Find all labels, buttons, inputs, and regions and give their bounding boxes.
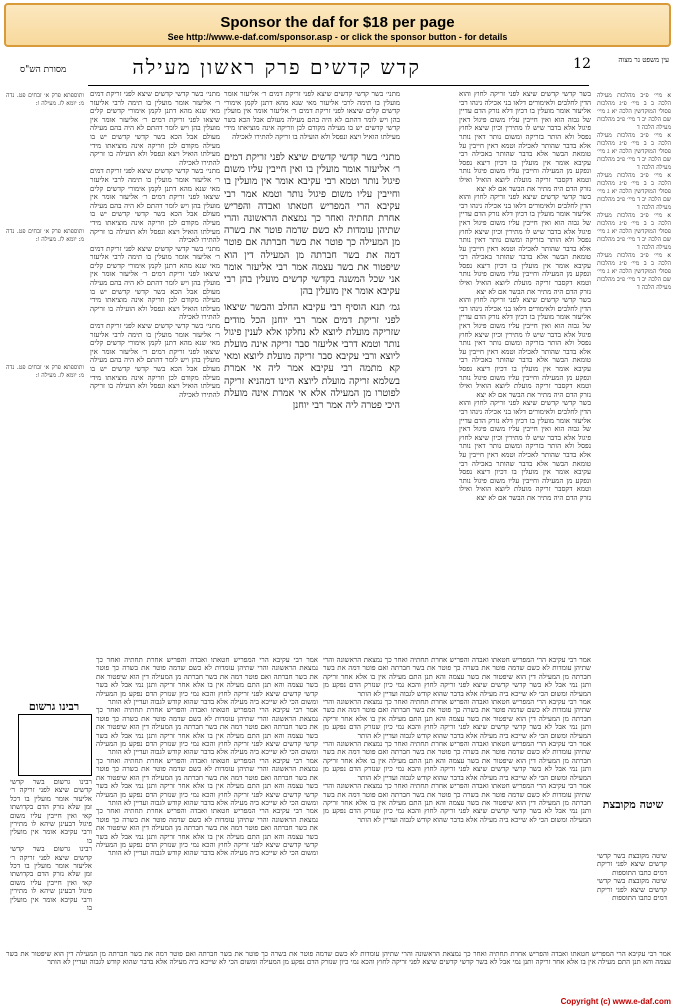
rashi-column: בשר קדשי קדשים שיצא לפני זריקה לחוץ והוא הדין לחלבים ולאימורים דלאו בני אכילה נינהו רבי אליעזר אומר מועלין בו דכיון דלא נזרק הדם עדיין של גבוה הוא ואין חייבין עליו משום פיגול דאין פיגול אלא בדבר שיש לו מתירין וכיון שיצא לחוץ נפסל ולא הותר בזריקה ומשום נותר דאין נותר אלא בדבר שהותר לאכילה וטמא דאין חייבין על טומאת הבשר אלא בדבר שהותר באכילה רבי עקיבא אומר אין מועלין בו דכיון דיצא נפסל ונפקע מן המעילה וחייבין עליו משום פיגול נותר וטמא דקסבר זריקה מועלת ליוצא הואיל ואילו נזרק הדם היה מתיר את הבשר אם לא יצא בשר קדשי קדשים שיצא לפני זריקה לחוץ והוא הדין לחלבים ולאימורים דלאו בני אכילה נינהו רבי אליעזר אומר מועלין בו דכיון דלא נזרק הדם עדיין של גבוה הוא ואין חייבין עליו משום פיגול דאין פיגול אלא בדבר שיש לו מתירין וכיון שיצא לחוץ נפסל ולא הותר בזריקה ומשום נותר דאין נותר אלא בדבר שהותר לאכילה וטמא דאין חייבין על טומאת הבשר אלא בדבר שהותר באכילה רבי עקיבא אומר אין מועלין בו דכיון דיצא נפסל ונפקע מן המעילה וחייבין עליו משום פיגול נותר וטמא דקסבר זריקה מועלת ליוצא הואיל ואילו נזרק הדם היה מתיר את הבשר אם לא יצא בשר קדשי קדשים שיצא לפני זריקה לחוץ והוא הדין לחלבים ולאימורים דלאו בני אכילה נינהו רבי אליעזר אומר מועלין בו דכיון דלא נזרק הדם עדיין של גבוה הוא ואין חייבין עליו משום פיגול דאין פיגול אלא בדבר שיש לו מתירין וכיון שיצא לחוץ נפסל ולא הותר בזריקה ומשום נותר דאין נותר אלא בדבר שהותר לאכילה וטמא דאין חייבין על טומאת הבשר אלא בדבר שהותר באכילה רבי עקיבא אומר אין מועלין בו דכיון דיצא נפסל ונפקע מן המעילה וחייבין עליו משום פיגול נותר וטמא דקסבר זריקה מועלת ליוצא הואיל ואילו נזרק הדם היה מתיר את הבשר אם לא יצא בשר קדשי קדשים שיצא לפני זריקה לחוץ והוא הדין לחלבים ולאימורים דלאו בני אכילה נינהו רבי אליעזר אומר מועלין בו דכיון דלא נזרק הדם עדיין של גבוה הוא ואין חייבין עליו משום פיגול דאין פיגול אלא בדבר שיש לו מתירין וכיון שיצא לחוץ נפסל ולא הותר בזריקה ומשום נותר דאין נותר אלא בדבר שהותר לאכילה וטמא דאין חייבין על טומאת הבשר אלא בדבר שהותר באכילה רבי עקיבא אומר אין מועלין בו דכיון דיצא נפסל ונפקע מן המעילה וחייבין עליו משום פיגול נותר וטמא דקסבר זריקה מועלת ליוצא הואיל ואילו נזרק הדם היה מתיר את הבשר אם לא יצא: [459, 90, 591, 502]
sponsor-subline[interactable]: See http://www.e-daf.com/sponsor.asp - or click the sponsor button - for details: [167, 32, 508, 42]
shita-mekubetzet-text: שיטה מקובצת בשר קדשי קדשים שיצא לפני זריקת דמים כתבו התוספות שיטה מקובצת בשר קדשי קדשים שיצא לפני זריקת דמים כתבו התוספות: [597, 852, 667, 903]
main-text: [224, 152, 400, 662]
rabbeinu-gershom-heading: רבינו גרשום: [28, 700, 80, 713]
talmud-page: [6, 52, 671, 996]
gemara-text: גמ׳ תנא הוסיף רבי עקיבא החלב והבשר שיצאו לפני זריקת דמים אמר רבי יוחנן הכל מודים שזריקה מועלת ליוצא לא נחלקו אלא לענין פיגול נותר וטמא דרבי אליעזר סבר זריקה אינה מועלת ליוצא ורבי עקיבא סבר זריקה מועלת ליוצא ומאי קא מתמה רבי עקיבא אמר ליה אי אמרת בשלמא זריקה מועלת ליוצא היינו דמהניא זריקה לפוטרו מן המעילה אלא אי אמרת אינה מועלת היכי פטרה ליה אמר רבי יוחנן: [224, 302, 400, 412]
rabbeinu-gershom-text: רבינו גרשום בשר קדשי קדשים שיצא לפני זריקה ר׳ אליעזר אומר מועלין בו דכל זמן שלא נזרק הדם בקדושתו קאי ואין חייבין עליו משום פיגול דבעינן שיהא לו מתירין ורבי עקיבא אומר אין מועלין בו רבינו גרשום בשר קדשי קדשים שיצא לפני זריקה ר׳ אליעזר אומר מועלין בו דכל זמן שלא נזרק הדם בקדושתו קאי ואין חייבין עליו משום פיגול דבעינן שיהא לו מתירין ורבי עקיבא אומר אין מועלין בו: [10, 778, 92, 913]
masoret-hashas-label: מסורת הש"ס: [20, 65, 67, 75]
page-header: [6, 52, 671, 86]
ein-mishpat-label: עין משפט נר מצוה: [618, 56, 669, 64]
copyright-link[interactable]: Copyright (c) www.e-daf.com: [560, 997, 671, 1006]
tosafot-column: מתני׳ בשר קדשי קדשים שיצא לפני זריקת דמים ר׳ אליעזר אומר מועלין בו תימה לרבי אליעזר מאי שנא מהא דתנן לקמן אימורי קדשים קלים שיצאו לפני זריקת דמים ר׳ אליעזר אומר אין מועלין בהן ויש לומר דהתם לא היה בהם מעילה מעולם אבל הכא בשר קדשי קדשים יש בו מעילה מקודם לכן וזריקה אינה מוציאתו מידי מעילתו הואיל ויצא ונפסל ולא הועילה בו זריקה להתירו לאכילה מתני׳ בשר קדשי קדשים שיצא לפני זריקת דמים ר׳ אליעזר אומר מועלין בו תימה לרבי אליעזר מאי שנא מהא דתנן לקמן אימורי קדשים קלים שיצאו לפני זריקת דמים ר׳ אליעזר אומר אין מועלין בהן ויש לומר דהתם לא היה בהם מעילה מעולם אבל הכא בשר קדשי קדשים יש בו מעילה מקודם לכן וזריקה אינה מוציאתו מידי מעילתו הואיל ויצא ונפסל ולא הועילה בו זריקה להתירו לאכילה מתני׳ בשר קדשי קדשים שיצא לפני זריקת דמים ר׳ אליעזר אומר מועלין בו תימה לרבי אליעזר מאי שנא מהא דתנן לקמן אימורי קדשים קלים שיצאו לפני זריקת דמים ר׳ אליעזר אומר אין מועלין בהן ויש לומר דהתם לא היה בהם מעילה מעולם אבל הכא בשר קדשי קדשים יש בו מעילה מקודם לכן וזריקה אינה מוציאתו מידי מעילתו הואיל ויצא ונפסל ולא הועילה בו זריקה להתירו לאכילה מתני׳ בשר קדשי קדשים שיצא לפני זריקת דמים ר׳ אליעזר אומר מועלין בו תימה לרבי אליעזר מאי שנא מהא דתנן לקמן אימורי קדשים קלים שיצאו לפני זריקת דמים ר׳ אליעזר אומר אין מועלין בהן ויש לומר דהתם לא היה בהם מעילה מעולם אבל הכא בשר קדשי קדשים יש בו מעילה מקודם לכן וזריקה אינה מוציאתו מידי מעילתו הואיל ויצא ונפסל ולא הועילה בו זריקה להתירו לאכילה: [90, 90, 220, 399]
mishnah-text: מתני׳ בשר קדשי קדשים שיצא לפני זריקת דמים ר׳ אליעזר אומר מועלין בו ואין חייבין עליו משום פיגול נותר וטמא רבי עקיבא אומר אין מועלין בו וחייבין עליו משום פיגול נותר וטמא אמר רבי עקיבא הרי המפריש חטאתו ואבדה והפריש אחרת תחתיה ואחר כך נמצאת הראשונה והרי שתיהן עומדות לא כשם שדמה פוטר את בשרה מן המעילה כך פוטר את בשר חברתה אם פוטר דמה את בשר חברתה מן המעילה דין הוא שיפטור את בשר עצמה אמר רבי אליעזר אומר אני שכל המשנה בקדשי קדשים מועלין בהן רבי עקיבא אומר אין מועלין בהן: [224, 152, 400, 298]
lower-commentary-right: אמר רבי עקיבא הרי המפריש חטאתו ואבדה והפריש אחרת תחתיה ואחר כך נמצאת הראשונה והרי שתיהן עומדות לא כשם שדמה פוטר את בשרה כך פוטר את בשר חברתה ואם פוטר דמה את בשר חברתה מן המעילה דין הוא שיפטור את בשר עצמה והא תנן התם מעילה אין בו אלא אחר זריקה ותנן נמי אבל לא בשר קדשי קדשים שיצא לפני זריקה לחוץ והכא נמי כיון שנזרק הדם נפקע מן המעילה ומשום הכי לא שייכא ביה מעילה אלא בדבר שהוא קודש לגבוה ועדיין לא הותר אמר רבי עקיבא הרי המפריש חטאתו ואבדה והפריש אחרת תחתיה ואחר כך נמצאת הראשונה והרי שתיהן עומדות לא כשם שדמה פוטר את בשרה כך פוטר את בשר חברתה ואם פוטר דמה את בשר חברתה מן המעילה דין הוא שיפטור את בשר עצמה והא תנן התם מעילה אין בו אלא אחר זריקה ותנן נמי אבל לא בשר קדשי קדשים שיצא לפני זריקה לחוץ והכא נמי כיון שנזרק הדם נפקע מן המעילה ומשום הכי לא שייכא ביה מעילה אלא בדבר שהוא קודש לגבוה ועדיין לא הותר אמר רבי עקיבא הרי המפריש חטאתו ואבדה והפריש אחרת תחתיה ואחר כך נמצאת הראשונה והרי שתיהן עומדות לא כשם שדמה פוטר את בשרה כך פוטר את בשר חברתה ואם פוטר דמה את בשר חברתה מן המעילה דין הוא שיפטור את בשר עצמה והא תנן התם מעילה אין בו אלא אחר זריקה ותנן נמי אבל לא בשר קדשי קדשים שיצא לפני זריקה לחוץ והכא נמי כיון שנזרק הדם נפקע מן המעילה ומשום הכי לא שייכא ביה מעילה אלא בדבר שהוא קודש לגבוה ועדיין לא הותר אמר רבי עקיבא הרי המפריש חטאתו ואבדה והפריש אחרת תחתיה ואחר כך נמצאת הראשונה והרי שתיהן עומדות לא כשם שדמה פוטר את בשרה כך פוטר את בשר חברתה ואם פוטר דמה את בשר חברתה מן המעילה דין הוא שיפטור את בשר עצמה והא תנן התם מעילה אין בו אלא אחר זריקה ותנן נמי אבל לא בשר קדשי קדשים שיצא לפני זריקה לחוץ והכא נמי כיון שנזרק הדם נפקע מן המעילה ומשום הכי לא שייכא ביה מעילה אלא בדבר שהוא קודש לגבוה ועדיין לא הותר: [323, 656, 591, 824]
shita-mekubetzet-heading: שיטה מקובצת: [602, 798, 664, 811]
rabbeinu-gershom-box: [18, 714, 92, 776]
lower-commentary-left: אמר רבי עקיבא הרי המפריש חטאתו ואבדה והפריש אחרת תחתיה ואחר כך נמצאת הראשונה והרי שתיהן עומדות לא כשם שדמה פוטר את בשרה כך פוטר את בשר חברתה ואם פוטר דמה את בשר חברתה מן המעילה דין הוא שיפטור את בשר עצמה והא תנן התם מעילה אין בו אלא אחר זריקה ותנן נמי אבל לא בשר קדשי קדשים שיצא לפני זריקה לחוץ והכא נמי כיון שנזרק הדם נפקע מן המעילה ומשום הכי לא שייכא ביה מעילה אלא בדבר שהוא קודש לגבוה ועדיין לא הותר אמר רבי עקיבא הרי המפריש חטאתו ואבדה והפריש אחרת תחתיה ואחר כך נמצאת הראשונה והרי שתיהן עומדות לא כשם שדמה פוטר את בשרה כך פוטר את בשר חברתה ואם פוטר דמה את בשר חברתה מן המעילה דין הוא שיפטור את בשר עצמה והא תנן התם מעילה אין בו אלא אחר זריקה ותנן נמי אבל לא בשר קדשי קדשים שיצא לפני זריקה לחוץ והכא נמי כיון שנזרק הדם נפקע מן המעילה ומשום הכי לא שייכא ביה מעילה אלא בדבר שהוא קודש לגבוה ועדיין לא הותר אמר רבי עקיבא הרי המפריש חטאתו ואבדה והפריש אחרת תחתיה ואחר כך נמצאת הראשונה והרי שתיהן עומדות לא כשם שדמה פוטר את בשרה כך פוטר את בשר חברתה ואם פוטר דמה את בשר חברתה מן המעילה דין הוא שיפטור את בשר עצמה והא תנן התם מעילה אין בו אלא אחר זריקה ותנן נמי אבל לא בשר קדשי קדשים שיצא לפני זריקה לחוץ והכא נמי כיון שנזרק הדם נפקע מן המעילה ומשום הכי לא שייכא ביה מעילה אלא בדבר שהוא קודש לגבוה ועדיין לא הותר אמר רבי עקיבא הרי המפריש חטאתו ואבדה והפריש אחרת תחתיה ואחר כך נמצאת הראשונה והרי שתיהן עומדות לא כשם שדמה פוטר את בשרה כך פוטר את בשר חברתה ואם פוטר דמה את בשר חברתה מן המעילה דין הוא שיפטור את בשר עצמה והא תנן התם מעילה אין בו אלא אחר זריקה ותנן נמי אבל לא בשר קדשי קדשים שיצא לפני זריקה לחוץ והכא נמי כיון שנזרק הדם נפקע מן המעילה ומשום הכי לא שייכא ביה מעילה אלא בדבר שהוא קודש לגבוה ועדיין לא הותר: [96, 656, 318, 858]
bottom-commentary: אמר רבי עקיבא הרי המפריש חטאתו ואבדה והפריש אחרת תחתיה ואחר כך נמצאת הראשונה והרי שתיהן עומדות לא כשם שדמה פוטר את בשרה כך פוטר את בשר חברתה ואם פוטר דמה את בשר חברתה מן המעילה דין הוא שיפטור את בשר עצמה והא תנן התם מעילה אין בו אלא אחר זריקה ותנן נמי אבל לא בשר קדשי קדשים שיצא לפני זריקה לחוץ והכא נמי כיון שנזרק הדם נפקע מן המעילה ומשום הכי לא שייכא ביה מעילה אלא בדבר שהוא קודש לגבוה ועדיין לא הותר: [6, 950, 671, 967]
right-margin-references: א מיי׳ פ״ב מהלכות מעילה הלכה ב ב מיי׳ פ״ג מהלכות פסולי המוקדשין הלכה יא ג מיי׳ שם הלכה יב ד מיי׳ פ״ב מהלכות מעילה הלכה ד א מיי׳ פ״ב מהלכות מעילה הלכה ב ב מיי׳ פ״ג מהלכות פסולי המוקדשין הלכה יא ג מיי׳ שם הלכה יב ד מיי׳ פ״ב מהלכות מעילה הלכה ד א מיי׳ פ״ב מהלכות מעילה הלכה ב ב מיי׳ פ״ג מהלכות פסולי המוקדשין הלכה יא ג מיי׳ שם הלכה יב ד מיי׳ פ״ב מהלכות מעילה הלכה ד א מיי׳ פ״ב מהלכות מעילה הלכה ב ב מיי׳ פ״ג מהלכות פסולי המוקדשין הלכה יא ג מיי׳ שם הלכה יב ד מיי׳ פ״ב מהלכות מעילה הלכה ד א מיי׳ פ״ב מהלכות מעילה הלכה ב ב מיי׳ פ״ג מהלכות פסולי המוקדשין הלכה יא ג מיי׳ שם הלכה יב ד מיי׳ פ״ב מהלכות מעילה הלכה ד: [597, 92, 671, 291]
left-margin-references: ותוספתא פרק א׳ זבחים פט. נדה מ: יומא לז. מעילה ו: ותוספתא פרק א׳ זבחים פט. נדה מ: יומא לז. מעילה ו: ותוספתא פרק א׳ זבחים פט. נדה מ: יומא לז. מעילה ו:: [6, 92, 84, 379]
header-rule: [88, 85, 589, 86]
tosafot-top: מתני׳ בשר קדשי קדשים שיצא לפני זריקת דמים ר׳ אליעזר אומר מועלין בו תימה לרבי אליעזר מאי שנא מהא דתנן לקמן אימורי קדשים קלים שיצאו לפני זריקת דמים ר׳ אליעזר אומר אין מועלין בהן ויש לומר דהתם לא היה בהם מעילה מעולם אבל הכא בשר קדשי קדשים יש בו מעילה מקודם לכן וזריקה אינה מוציאתו מידי מעילתו הואיל ויצא ונפסל ולא הועילה בו זריקה להתירו לאכילה: [224, 90, 400, 141]
sponsor-headline[interactable]: Sponsor the daf for $18 per page: [220, 14, 455, 31]
page-title: קדש קדשים פרק ראשון מעילה: [132, 55, 421, 79]
sponsor-banner[interactable]: [4, 3, 671, 47]
page-number: 12: [573, 56, 591, 72]
